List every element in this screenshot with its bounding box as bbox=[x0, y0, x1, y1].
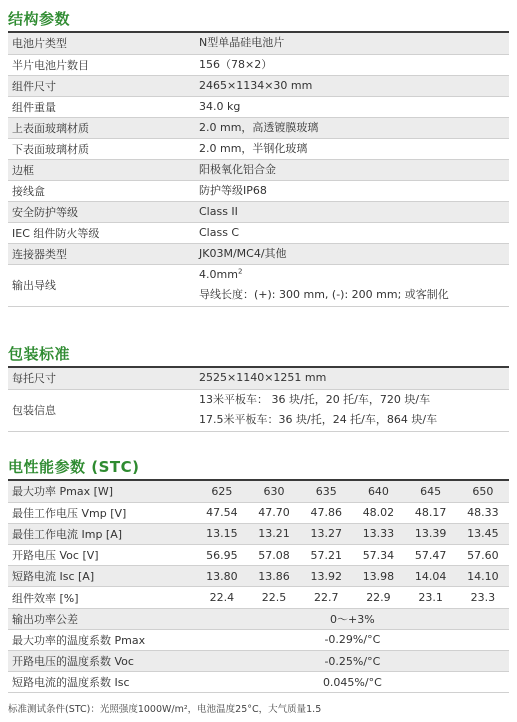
spec-value-line: 17.5米平板车：36 块/托，24 托/车，864 块/车 bbox=[199, 413, 438, 426]
spec-label: 组件尺寸 bbox=[8, 75, 195, 96]
spec-row bbox=[8, 389, 509, 431]
spec-cell: 47.54 bbox=[196, 502, 248, 523]
spec-value bbox=[195, 389, 509, 431]
spec-label: 输出功率公差 bbox=[8, 608, 196, 629]
spec-row bbox=[8, 481, 509, 502]
spec-row bbox=[8, 33, 509, 54]
spec-row bbox=[8, 201, 509, 222]
spec-row bbox=[8, 117, 509, 138]
spec-cell: 57.21 bbox=[300, 545, 352, 566]
packaging-table bbox=[8, 368, 509, 432]
structure-section-title: 结构参数 bbox=[8, 10, 71, 28]
spec-cell: 13.98 bbox=[352, 566, 404, 587]
spec-cell: 13.27 bbox=[300, 523, 352, 544]
packaging-section-title: 包装标准 bbox=[8, 345, 71, 363]
spec-cell: 22.5 bbox=[248, 587, 300, 608]
spec-value bbox=[195, 201, 509, 222]
spec-value-line: 阳极氧化铝合金 bbox=[199, 162, 276, 176]
spec-row bbox=[8, 180, 509, 201]
spec-cell: 22.7 bbox=[300, 587, 352, 608]
spec-value-line: N型单晶硅电池片 bbox=[199, 36, 285, 50]
spec-label: 每托尺寸 bbox=[8, 368, 195, 389]
spec-cell: 640 bbox=[352, 481, 404, 502]
spec-value-line: Class C bbox=[199, 225, 240, 239]
spec-cell: 650 bbox=[457, 481, 509, 502]
spec-cell: 13.15 bbox=[196, 523, 248, 544]
spec-cell: 645 bbox=[405, 481, 457, 502]
spec-cell: 22.9 bbox=[352, 587, 404, 608]
structure-table bbox=[8, 33, 509, 307]
spec-row bbox=[8, 96, 509, 117]
spec-value-line: 34.0 kg bbox=[199, 99, 241, 113]
spec-cell: 57.60 bbox=[457, 545, 509, 566]
stc-footnote: 标准测试条件(STC)：光照强度1000W/m²，电池温度25°C，大气质量1.5 bbox=[8, 704, 322, 715]
spec-cell: 47.70 bbox=[248, 502, 300, 523]
spec-label: 包装信息 bbox=[8, 389, 195, 431]
spec-cell: 47.86 bbox=[300, 502, 352, 523]
spec-value bbox=[195, 96, 509, 117]
spec-row bbox=[8, 545, 509, 566]
spec-cell: 22.4 bbox=[196, 587, 248, 608]
spec-row bbox=[8, 222, 509, 243]
spec-cell: 48.33 bbox=[457, 502, 509, 523]
wire-cross-section: 4.0mm bbox=[199, 268, 238, 281]
spec-label: 组件效率 [%] bbox=[8, 587, 196, 608]
spec-row bbox=[8, 651, 509, 672]
spec-value bbox=[195, 117, 509, 138]
spec-label: 最佳工作电流 Imp [A] bbox=[8, 523, 196, 544]
spec-label: 开路电压 Voc [V] bbox=[8, 545, 196, 566]
spec-cell: 625 bbox=[196, 481, 248, 502]
spec-cell: 635 bbox=[300, 481, 352, 502]
spec-label: 连接器类型 bbox=[8, 243, 195, 264]
spec-label: 边框 bbox=[8, 159, 195, 180]
spec-cell: 23.1 bbox=[405, 587, 457, 608]
spec-row bbox=[8, 243, 509, 264]
spec-cell: 57.34 bbox=[352, 545, 404, 566]
spec-label: 开路电压的温度系数 Voc bbox=[8, 651, 196, 672]
spec-row bbox=[8, 629, 509, 650]
spec-label: IEC 组件防火等级 bbox=[8, 222, 195, 243]
spec-cell: -0.29%/°C bbox=[196, 629, 509, 650]
spec-cell: 13.21 bbox=[248, 523, 300, 544]
spec-value bbox=[195, 75, 509, 96]
spec-label: 下表面玻璃材质 bbox=[8, 138, 195, 159]
spec-label: 最大功率 Pmax [W] bbox=[8, 481, 196, 502]
spec-value-line: 2.0 mm，高透镀膜玻璃 bbox=[199, 120, 319, 134]
spec-value bbox=[195, 243, 509, 264]
spec-cell: 14.04 bbox=[405, 566, 457, 587]
spec-value bbox=[195, 222, 509, 243]
spec-cell: 13.33 bbox=[352, 523, 404, 544]
spec-label: 上表面玻璃材质 bbox=[8, 117, 195, 138]
spec-value-line: 2465×1134×30 mm bbox=[199, 78, 313, 92]
spec-value-line: 2525×1140×1251 mm bbox=[199, 371, 327, 385]
spec-label: 组件重量 bbox=[8, 96, 195, 117]
spec-row bbox=[8, 54, 509, 75]
spec-row bbox=[8, 587, 509, 608]
spec-value-line: 防护等级IP68 bbox=[199, 183, 267, 197]
spec-label: 电池片类型 bbox=[8, 33, 195, 54]
spec-row bbox=[8, 75, 509, 96]
spec-row bbox=[8, 502, 509, 523]
spec-cell: 48.17 bbox=[405, 502, 457, 523]
spec-value-line: 导线长度：(+): 300 mm, (-): 200 mm; 或客制化 bbox=[199, 288, 449, 301]
spec-row bbox=[8, 566, 509, 587]
spec-cell: 0～+3% bbox=[196, 608, 509, 629]
spec-cell: 56.95 bbox=[196, 545, 248, 566]
spec-cell: 630 bbox=[248, 481, 300, 502]
spec-row bbox=[8, 523, 509, 544]
spec-label: 半片电池片数目 bbox=[8, 54, 195, 75]
spec-cell: 13.80 bbox=[196, 566, 248, 587]
electrical-section-title: 电性能参数 (STC) bbox=[8, 458, 140, 476]
spec-value-line: 2.0 mm，半钢化玻璃 bbox=[199, 141, 308, 155]
spec-value bbox=[195, 33, 509, 54]
spec-row bbox=[8, 138, 509, 159]
spec-label: 输出导线 bbox=[8, 264, 195, 306]
spec-value-line: Class II bbox=[199, 204, 238, 218]
spec-cell: 23.3 bbox=[457, 587, 509, 608]
spec-cell: 57.47 bbox=[405, 545, 457, 566]
spec-value bbox=[195, 138, 509, 159]
spec-row bbox=[8, 159, 509, 180]
spec-value-line: 156（78×2） bbox=[199, 57, 273, 71]
spec-label: 短路电流 Isc [A] bbox=[8, 566, 196, 587]
spec-cell: 0.045%/°C bbox=[196, 672, 509, 693]
spec-value-line bbox=[199, 265, 509, 285]
spec-row bbox=[8, 608, 509, 629]
spec-cell: 13.39 bbox=[405, 523, 457, 544]
spec-label: 最佳工作电压 Vmp [V] bbox=[8, 502, 196, 523]
spec-value-line: JK03M/MC4/其他 bbox=[199, 246, 287, 260]
spec-label: 短路电流的温度系数 Isc bbox=[8, 672, 196, 693]
spec-cell: 57.08 bbox=[248, 545, 300, 566]
spec-label: 最大功率的温度系数 Pmax bbox=[8, 629, 196, 650]
spec-value bbox=[195, 180, 509, 201]
spec-row bbox=[8, 672, 509, 693]
spec-cell: 14.10 bbox=[457, 566, 509, 587]
superscript: 2 bbox=[237, 267, 243, 276]
spec-cell: 13.45 bbox=[457, 523, 509, 544]
spec-cell: 48.02 bbox=[352, 502, 404, 523]
spec-cell: -0.25%/°C bbox=[196, 651, 509, 672]
spec-label: 安全防护等级 bbox=[8, 201, 195, 222]
electrical-table bbox=[8, 481, 509, 693]
spec-value bbox=[195, 54, 509, 75]
spec-cell: 13.86 bbox=[248, 566, 300, 587]
spec-row bbox=[8, 264, 509, 306]
spec-label: 接线盒 bbox=[8, 180, 195, 201]
spec-cell: 13.92 bbox=[300, 566, 352, 587]
spec-row bbox=[8, 368, 509, 389]
spec-value bbox=[195, 368, 509, 389]
spec-value bbox=[195, 264, 509, 306]
spec-value-line: 13米平板车： 36 块/托，20 托/车，720 块/车 bbox=[199, 393, 431, 406]
spec-value bbox=[195, 159, 509, 180]
